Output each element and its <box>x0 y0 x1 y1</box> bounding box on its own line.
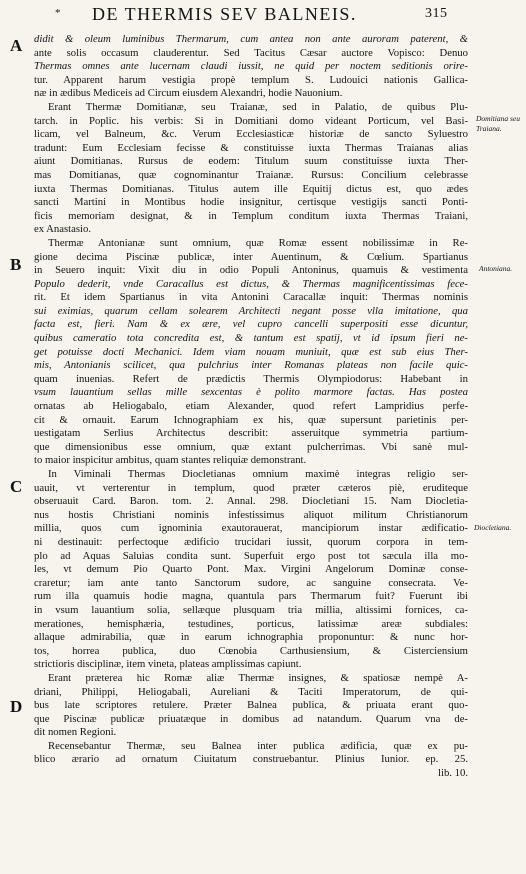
section-letter-b: B <box>10 255 22 274</box>
section-letter-c: C <box>10 477 23 496</box>
text-line: rum illa quamuis hodie magna, quantula pars Thermarum fuit? Fuerunt ibi <box>34 590 468 603</box>
text-line: didit & oleum luminibus Thermarum, cum antea non ante auroram paterent, & <box>34 33 468 45</box>
text-line: facta est, fieri. Nam & ex ære, vel cupro cancelli superpositi esse dicuntur, <box>34 318 468 331</box>
text-line: driani, Philippi, Heliogabali, Aureliani & Taciti Imperatorum, de qui- <box>34 685 468 698</box>
text-line: iuxta Thermas Domitianas. Titulus autem ille Equitij dictus est, quo ædes <box>34 182 468 195</box>
body-text <box>34 33 468 781</box>
text-line: lib. 10. <box>438 767 468 780</box>
text-line: dit nomen Regioni. <box>34 726 117 739</box>
text-line: cit & ornauit. Earum Ichnographiam ex his, quæ supersunt parietinis per- <box>34 413 468 426</box>
text-line: ni destinauit: perfectoque ædificio trucidari iussit, quorum corpora in tem- <box>34 535 468 548</box>
text-line: tradunt: Eum Ecclesiam fecisse & constituisse iuxta Thermas Traianas alias <box>34 141 468 154</box>
margin-note-antoniana: Antoniana. <box>479 264 513 273</box>
text-line: que dimensionibus esse omnium, quæ extant pulcherrimas. Vbi sanè mul- <box>34 440 468 453</box>
text-line: allaque admirabilia, quæ in earum ichnographia proponuntur: & nunc hor- <box>34 631 468 644</box>
text-line: nus hostis Christiani nominis infestissimus aliquot militum Christianorum <box>34 508 468 521</box>
page-header <box>0 4 526 26</box>
text-line: plo ad Aquas Saluias condita sunt. Superfuit ergo post tot sæcula illa mo- <box>34 549 468 562</box>
text-line: in Seuero inquit: Vixit diu in odio Populi Antoninus, quamuis & vestimenta <box>34 264 468 277</box>
text-line: strictioris disciplinæ, item vineta, plateas amplissimas capiunt. <box>34 658 302 671</box>
text-line: quibus cameratio tota concredita est, & tantum est spatij, vt id ipsum fieri ne- <box>34 332 468 345</box>
text-line: ex Anastasio. <box>34 223 91 236</box>
text-line: aiunt Domitianas. Rursus de eodem: Titulum suum constituisse iuxta Ther- <box>34 155 468 168</box>
text-line: ficis memoriam designat, & in Templum conditum iuxta Thermas Traiani, <box>34 209 468 222</box>
text-line: sui eximias, quarum cellam solearem Architecti negant posse vlla imitatione, qua <box>34 304 468 317</box>
text-line: næ in ædibus Mediceis ad Circum eiusdem Alexandri, hodie Nauonium. <box>34 87 343 100</box>
text-line: obseruauit Card. Baron. tom. 2. Annal. 298. Diocletiani 15. Nam Diocletia- <box>34 495 468 508</box>
text-line: craretur; iam ante tanto Sanctorum sudore, ac sanguine consecrata. Ve- <box>34 576 468 589</box>
text-line: sancti Martini in Montibus hodie insignitur, certisque vestigijs sancti Ponti- <box>34 196 468 209</box>
section-letter-a: A <box>10 36 23 55</box>
text-line: tur. Apparent harum vestigia propè templum S. Ludouici nationis Gallica- <box>34 73 468 86</box>
text-line: Thermæ Antonianæ sunt omnium, quæ Romæ essent nobilissimæ in Re- <box>48 236 468 249</box>
text-line: rit. Et idem Spartianus in vita Antonini Caracallæ inquit: Thermas nominis <box>34 291 468 304</box>
text-line: ante solis occasum clauderentur. Sed Tacitus Cæsar auctore Vopisco: Denuo <box>34 46 468 59</box>
text-line: les, vt demum Pio Quarto Pont. Max. Virgini Angelorum Dominæ conse- <box>34 563 468 576</box>
text-line: mis, Antonianis scilicet, qua pulchrius inter Romanas plateas non facile quic- <box>34 359 468 372</box>
text-line: Erant Thermæ Domitianæ, seu Traianæ, sed in Palatio, de quibus Plu- <box>48 100 468 113</box>
text-line: uestigatam Serlius Architectus describit: asseruitque symmetria partium- <box>34 427 468 440</box>
text-line: mas Domitianas, quæ cognominantur Traianæ. Rursus: Concilium celebrasse <box>34 168 468 181</box>
text-line: que Piscinæ publicæ priuatæque in domibus ad natandum. Quarum vna de- <box>34 712 468 725</box>
text-line: uauit, vt verterentur in templum, quod præter cæteros piè, eruditeque <box>34 481 468 494</box>
text-line: in vsum lauantium solia, sellæque plusquam tria millia, altissimi fornices, ca- <box>34 603 468 616</box>
text-line: quam inuenias. Refert de prædictis Thermis Olympiodorus: Habebant in <box>34 372 468 385</box>
text-line: merationes, hemisphæria, testudines, porticus, latissimæ areæ subdiales: <box>34 617 468 630</box>
page-number: 315 <box>425 6 448 21</box>
text-line: Thermas omnes ante lucernam claudi iussit, ne quid per noctem seditionis orire- <box>34 60 468 73</box>
text-line: tarch. in Poplic. his verbis: Si in Domitiani domo videant Porticum, vel Basi- <box>34 114 468 127</box>
text-line: bus late scriptores retulere. Præter Balnea publica, & priuata erant quo- <box>34 699 468 712</box>
text-line: vsum lauantium sellas mille sexcentas è polito marmore factas. Has postea <box>34 386 468 399</box>
text-line: Recensebantur Thermæ, seu Balnea inter publica ædificia, quæ ex pu- <box>48 739 468 752</box>
text-line: Populo dederit, vnde Caracallus est dictus, & Thermas magnificentissimas fece- <box>34 277 468 290</box>
text-line: In Viminali Thermas Diocletianas omnium maximè integras religio ser- <box>48 468 468 480</box>
margin-note-diocletiana: Diocletiana. <box>474 523 512 532</box>
text-line: licam, vel Balneum, &c. Verum Ecclesiasticæ historiæ de sancto Syluestro <box>34 128 468 141</box>
running-title: DE THERMIS SEV BALNEIS. <box>92 4 357 24</box>
text-line: ornatas ab Heliogabalo, etiam Alexander, quod refert Lampridius perfe- <box>34 400 468 413</box>
text-line: Erant præterea hic Romæ aliæ Thermæ insignes, & spatiosæ nempè A- <box>48 671 468 684</box>
margin-note-domitiana: Domitiana seu Traiana. <box>476 114 520 133</box>
text-line: gione decima Piscinæ publicæ, inter Auentinum, & Cœlium. Spartianus <box>34 250 468 263</box>
text-line: to maior inspicitur ambitus, quam stantes reliquiæ demonstrant. <box>34 454 307 467</box>
section-letter-d: D <box>10 697 23 716</box>
header-mark: * <box>55 7 61 19</box>
text-line: tos, horrea publica, duo Cœnobia Carthusiensium, & Cisterciensium <box>34 644 468 657</box>
text-line: get potuisse docti Mechanici. Idem viam nouam muniuit, quæ est sub eius Ther- <box>34 345 468 358</box>
text-line: millia, quos cum ignominia exautorauerat, mancipiorum instar ædificatio- <box>34 522 468 535</box>
text-line: blico ærario ad ornatum Ciuitatum construebantur. Plinius Iunior. ep. 25. <box>34 753 468 766</box>
